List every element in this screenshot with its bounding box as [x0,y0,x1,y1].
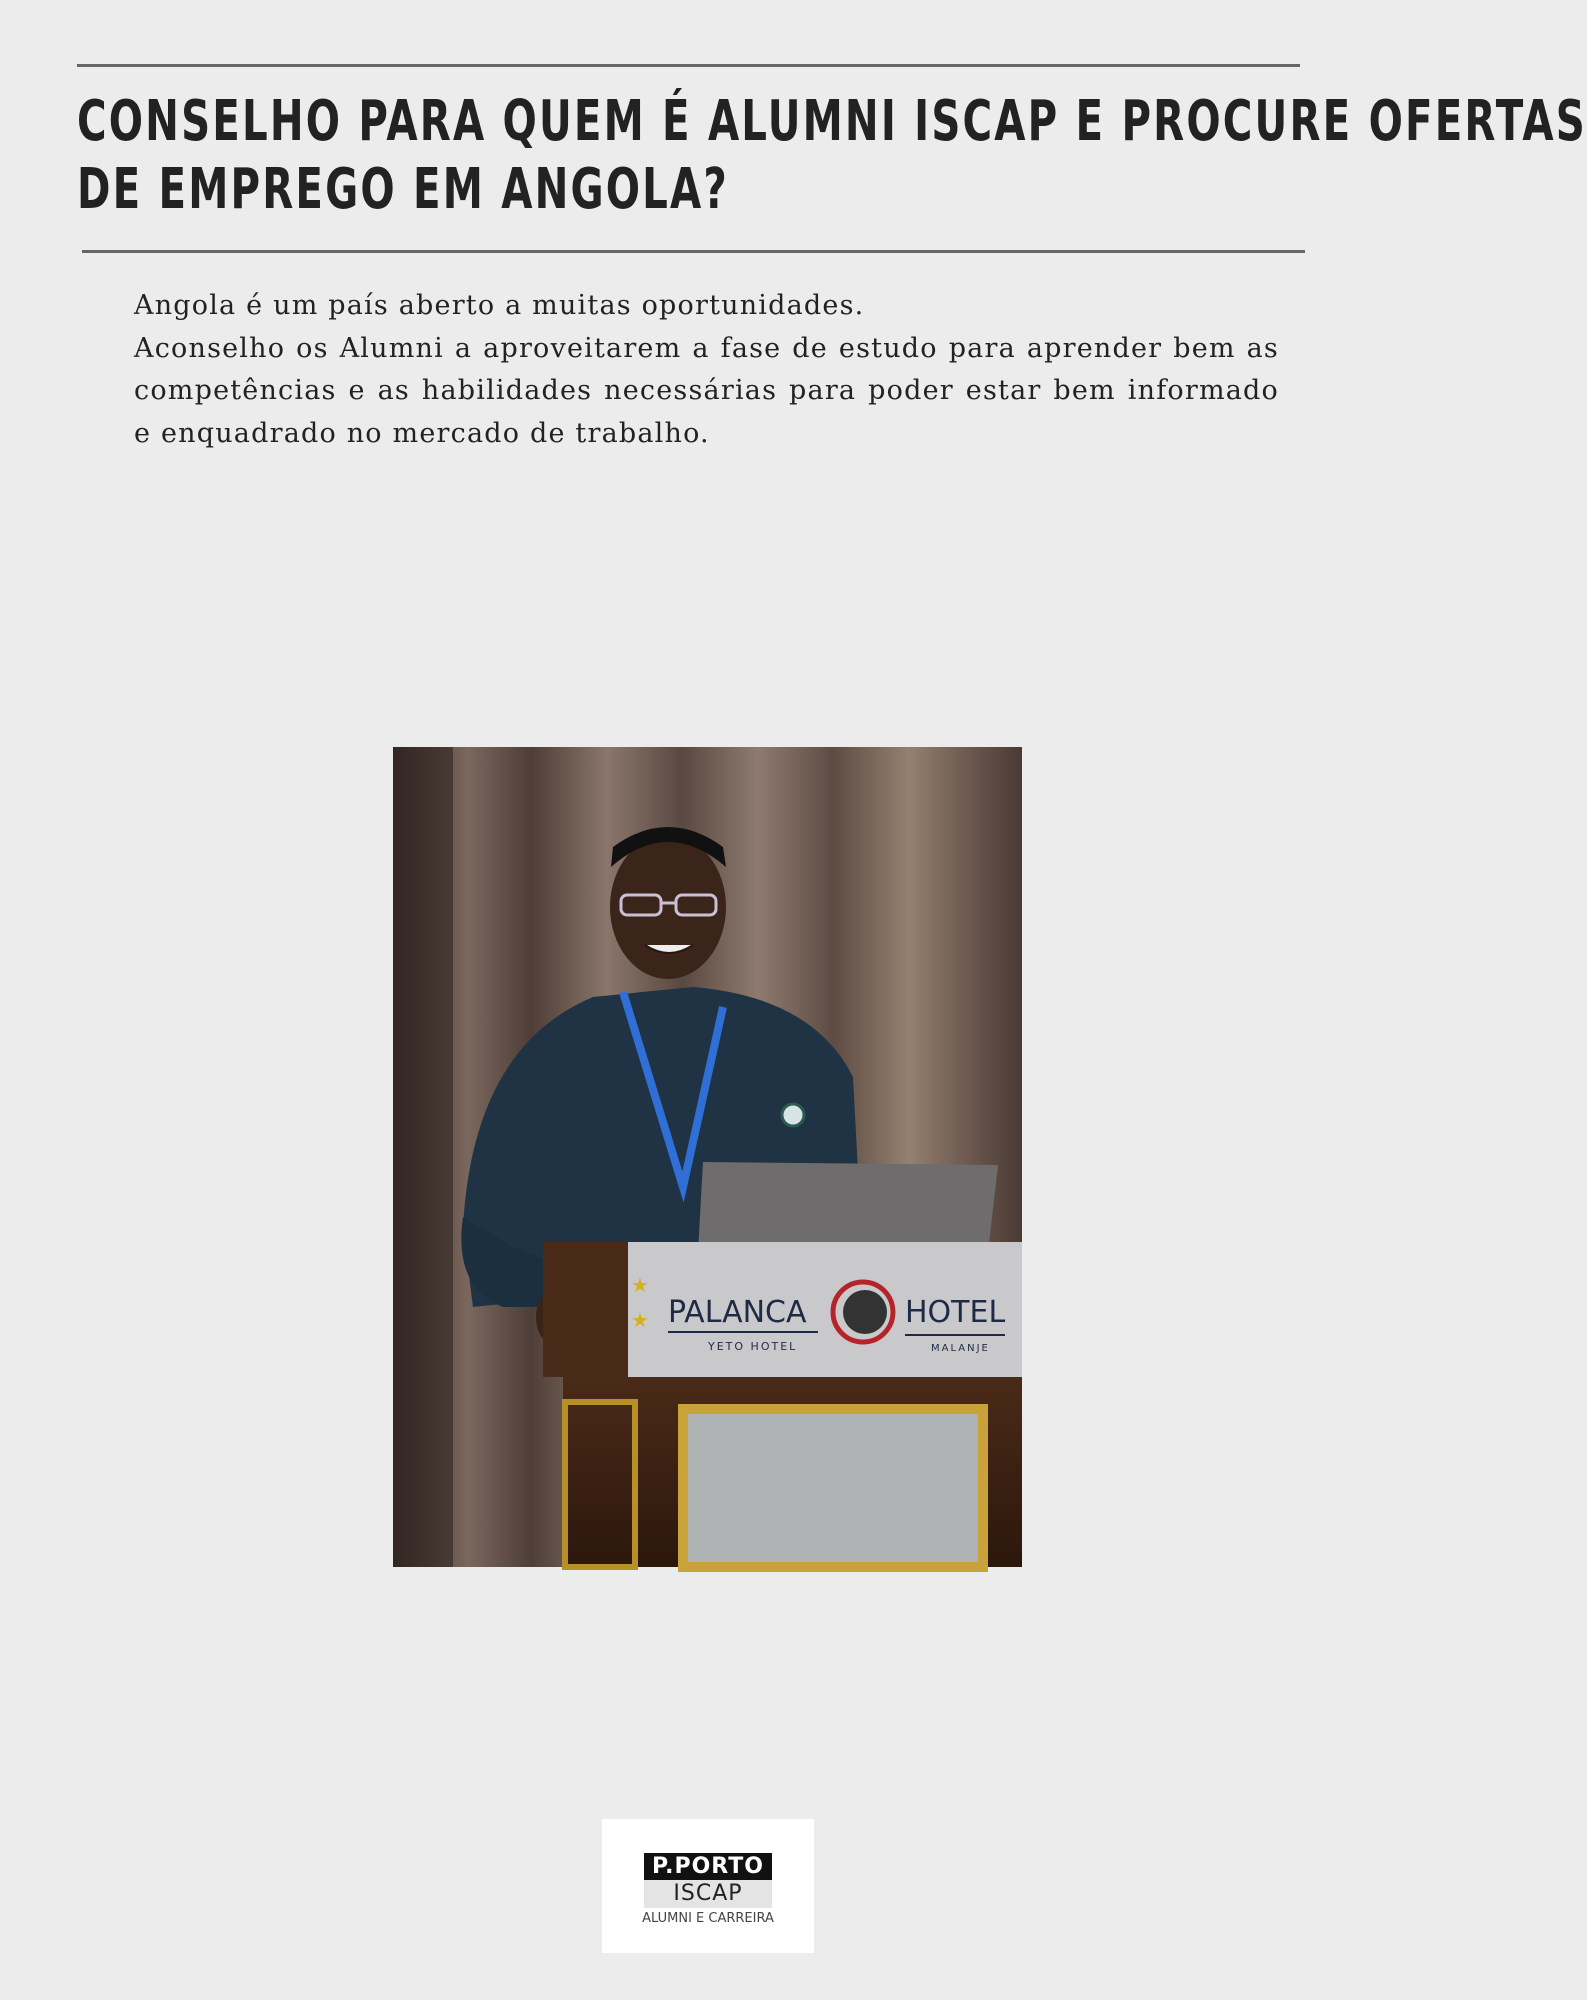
logo-iscap: ISCAP [644,1880,772,1908]
svg-text:★: ★ [631,1308,649,1332]
page-title-line-1: CONSELHO PARA QUEM É ALUMNI ISCAP E PROCURE OFERTAS [77,89,1587,154]
page-title-line-2: DE EMPREGO EM ANGOLA? [77,157,729,222]
answer-paragraph-1: Angola é um país aberto a muitas oportunidades. [134,290,865,321]
svg-text:★: ★ [631,1273,649,1297]
speaker-photo [393,747,1022,1567]
top-divider [77,64,1300,67]
speaker-photo-illustration [393,747,1022,1567]
pporto-iscap-logo [602,1819,814,1953]
podium-brand-sub: YETO HOTEL [708,1340,798,1353]
answer-text [134,285,1279,455]
podium-hotel: HOTEL [905,1295,1006,1330]
answer-paragraph-2: Aconselho os Alumni a aproveitarem a fase de estudo para aprender bem as competências e as habilidades necessárias para poder estar bem informado e enquadrado no mercado de trabalho. [134,332,1279,449]
logo-subtitle: ALUMNI E CARREIRA [642,1911,774,1926]
bottom-divider [82,250,1305,253]
podium-brand: PALANCA [668,1295,807,1330]
podium-hotel-sub: MALANJE [931,1343,990,1354]
page-title [77,88,1587,224]
logo-porto: P.PORTO [644,1853,772,1880]
